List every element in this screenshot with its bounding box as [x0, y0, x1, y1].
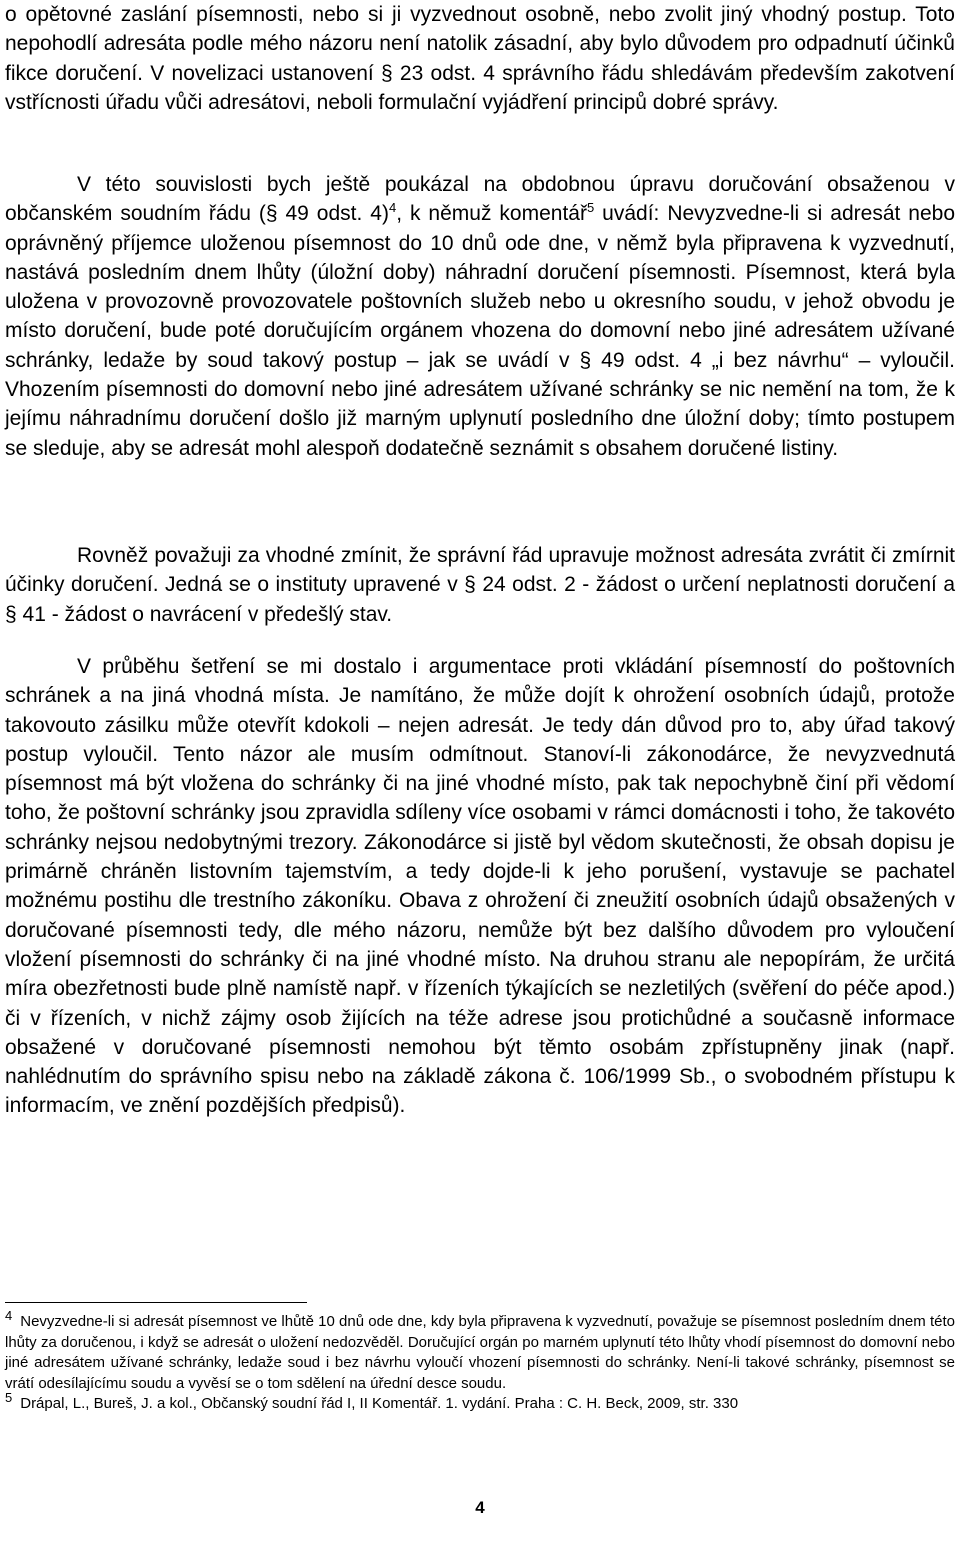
footnote-number: 5 — [5, 1390, 13, 1406]
footnote-4 — [5, 1308, 955, 1394]
paragraph-2-text-a: V této souvislosti bych ještě poukázal na obdobnou úpravu doručování obsaženou v občanském soudním řádu (§ 49 odst. 4) — [5, 173, 955, 226]
footnote-5 — [5, 1390, 955, 1415]
footnote-text: Nevyzvedne-li si adresát písemnost ve lhůtě 10 dnů ode dne, kdy byla připravena k vyzvednutí, považuje se písemnost posledním dnem této lhůty za doručenou, i když se adresát o uložení nedozvěděl. Doručující orgán po marném uplynutí této lhůty vhodí písemnost do domovní nebo jiné adresátem užívané schránky, ledaže soud i bez návrhu vyloučí vhození písemnosti do schránky. Není-li takové schránky, písemnost se vrátí odesílajícímu soudu a vyvěsí se o tom sdělení na úřední desce soudu. — [5, 1313, 955, 1392]
paragraph-2 — [5, 170, 955, 463]
page-number: 4 — [475, 1498, 485, 1517]
footnote-text: Drápal, L., Bureš, J. a kol., Občanský soudní řád I, II Komentář. 1. vydání. Praha : C. H. Beck, 2009, str. 330 — [20, 1395, 739, 1413]
footnotes — [5, 1308, 955, 1415]
paragraph-4 — [5, 652, 955, 1121]
footnote-ref-5[interactable]: 5 — [586, 200, 595, 216]
paragraph-4-text: V průběhu šetření se mi dostalo i argumentace proti vkládání písemností do poštovních schránek a na jiná vhodná místa. Je namítáno, že může dojít k ohrožení osobních údajů, protože takovouto zásilku může otevřít kdokoli – nejen adresát. Je tedy dán důvod pro to, aby úřad takový postup vyloučil. Tento názor ale musím odmítnout. Stanoví-li zákonodárce, že nevyzvednutá písemnost má být vložena do schránky či na jiné vhodné místo, pak tak nepochybně činí při vědomí toho, že poštovní schránky jsou zpravidla sdíleny více osobami v rámci domácnosti i toho, že takovéto schránky nejsou nedobytnými trezory. Zákonodárce si jistě byl vědom skutečnosti, že obsah dopisu je primárně chráněn listovním tajemstvím, a tedy dojde-li k jeho porušení, vystavuje se pachatel možnému postihu dle trestního zákoníku. Obava z ohrožení či zneužití osobních údajů obsažených v doručované písemnosti tedy, dle mého názoru, nemůže být bez dalšího důvodem pro vyloučení vložení písemnosti do schránky či na jiné vhodné místo. Na druhou stranu ale nepopírám, že určitá míra obezřetnosti bude plně namístě např. v řízeních týkajících se nezletilých (svěření do péče apod.) či v řízeních, v nichž zájmy osob žijících na téže adrese jsou protichůdné a současně informace obsažené v doručované písemnosti nemohou být těmto osobám zpřístupněny jinak (např. nahlédnutím do správního spisu nebo na základě zákona č. 106/1999 Sb., o svobodném přístupu k informacím, ve znění pozdějších předpisů). — [5, 655, 955, 1118]
paragraph-2-text-c: uvádí: Nevyzvedne-li si adresát nebo oprávněný příjemce uloženou písemnost do 10 dnů ode dne, v němž byla připravena k vyzvednutí, nastává posledním dnem lhůty (úložní doby) náhradní doručení písemnosti. Písemnost, která byla uložena v provozovně provozovatele poštovních služeb nebo u okresního soudu, v jehož obvodu je místo doručení, bude poté doručujícím orgánem vhozena do domovní nebo jiné adresátem užívané schránky, ledaže by soud takový postup – jak se uvádí v § 49 odst. 4 „i bez návrhu“ – vyloučil. Vhozením písemnosti do domovní nebo jiné adresátem užívané schránky se nic nemění na tom, že k jejímu náhradnímu doručení došlo již marným uplynutí posledního dne úložní doby; tímto postupem se sleduje, aby se adresát mohl alespoň dodatečně seznámit s obsahem doručené listiny. — [5, 202, 956, 460]
paragraph-3-text: Rovněž považuji za vhodné zmínit, že správní řád upravuje možnost adresáta zvrátit či zmírnit účinky doručení. Jedná se o instituty upravené v § 24 odst. 2 - žádost o určení neplatnosti doručení a § 41 - žádost o navrácení v předešlý stav. — [5, 544, 955, 626]
footnote-separator — [5, 1302, 307, 1303]
footnote-ref-4[interactable]: 4 — [388, 200, 397, 216]
paragraph-2-text-b: , k němuž komentář — [396, 202, 587, 226]
footnote-number: 4 — [5, 1308, 13, 1323]
paragraph-3 — [5, 541, 955, 629]
paragraph-1: o opětovné zaslání písemnosti, nebo si ji vyzvednout osobně, nebo zvolit jiný vhodný postup. Toto nepohodlí adresáta podle mého názoru není natolik zásadní, aby bylo důvodem pro odpadnutí účinků fikce doručení. V novelizaci ustanovení § 23 odst. 4 správního řádu shledávám především zakotvení vstřícnosti úřadu vůči adresátovi, neboli formulační vyjádření principů dobré správy. — [5, 3, 955, 114]
